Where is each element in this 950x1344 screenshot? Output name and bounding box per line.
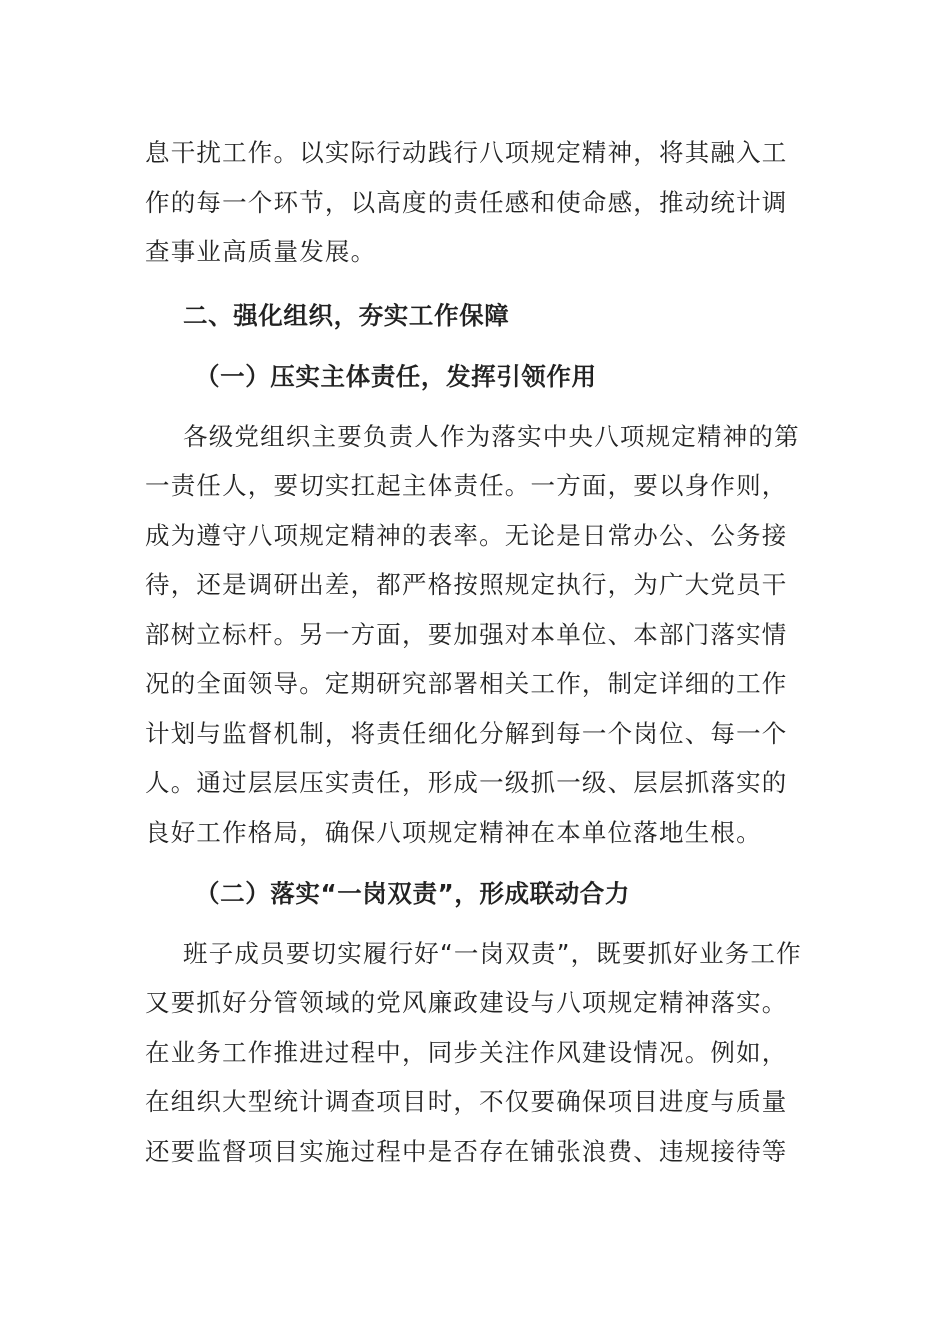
paragraph-line: 成为遵守八项规定精神的表率。无论是日常办公、公务接 — [145, 520, 788, 550]
paragraph-line: 待，还是调研出差，都严格按照规定执行，为广大党员干 — [145, 570, 788, 599]
paragraph-line: 一责任人，要切实扛起主体责任。一方面，要以身作则， — [145, 471, 788, 500]
subsection-2-heading: （二）落实“一岗双责”，形成联动合力 — [195, 879, 631, 908]
subsection-1-heading: （一）压实主体责任，发挥引领作用 — [195, 362, 597, 391]
paragraph-line: 还要监督项目实施过程中是否存在铺张浪费、违规接待等 — [145, 1136, 788, 1166]
paragraph-line: 在业务工作推进过程中，同步关注作风建设情况。例如， — [145, 1037, 788, 1067]
intro-paragraph — [145, 128, 810, 277]
paragraph-line: 息干扰工作。以实际行动践行八项规定精神，将其融入工 — [145, 138, 788, 167]
paragraph-line: 部树立标杆。另一方面，要加强对本单位、本部门落实情 — [145, 619, 788, 649]
paragraph-line: 况的全面领导。定期研究部署相关工作，制定详细的工作 — [145, 669, 788, 698]
paragraph-line: 在组织大型统计调查项目时，不仅要确保项目进度与质量 — [145, 1087, 788, 1116]
paragraph-line: 人。通过层层压实责任，形成一级抓一级、层层抓落实的 — [145, 768, 788, 797]
subsection-2-paragraph — [145, 929, 810, 1177]
document-body — [145, 128, 810, 1176]
paragraph-line: 计划与监督机制，将责任细化分解到每一个岗位、每一个 — [145, 718, 788, 748]
paragraph-line: 各级党组织主要负责人作为落实中央八项规定精神的第 — [183, 421, 800, 451]
paragraph-line: 良好工作格局，确保八项规定精神在本单位落地生根。 — [145, 817, 762, 847]
section-heading: 二、强化组织，夯实工作保障 — [183, 300, 510, 330]
paragraph-line: 班子成员要切实履行好“一岗双责”，既要抓好业务工作 — [183, 938, 802, 968]
paragraph-line: 又要抓好分管领域的党风廉政建设与八项规定精神落实。 — [145, 988, 788, 1017]
paragraph-line: 查事业高质量发展。 — [145, 237, 377, 266]
subsection-1-paragraph — [145, 412, 810, 858]
paragraph-line: 作的每一个环节，以高度的责任感和使命感，推动统计调 — [145, 187, 788, 217]
